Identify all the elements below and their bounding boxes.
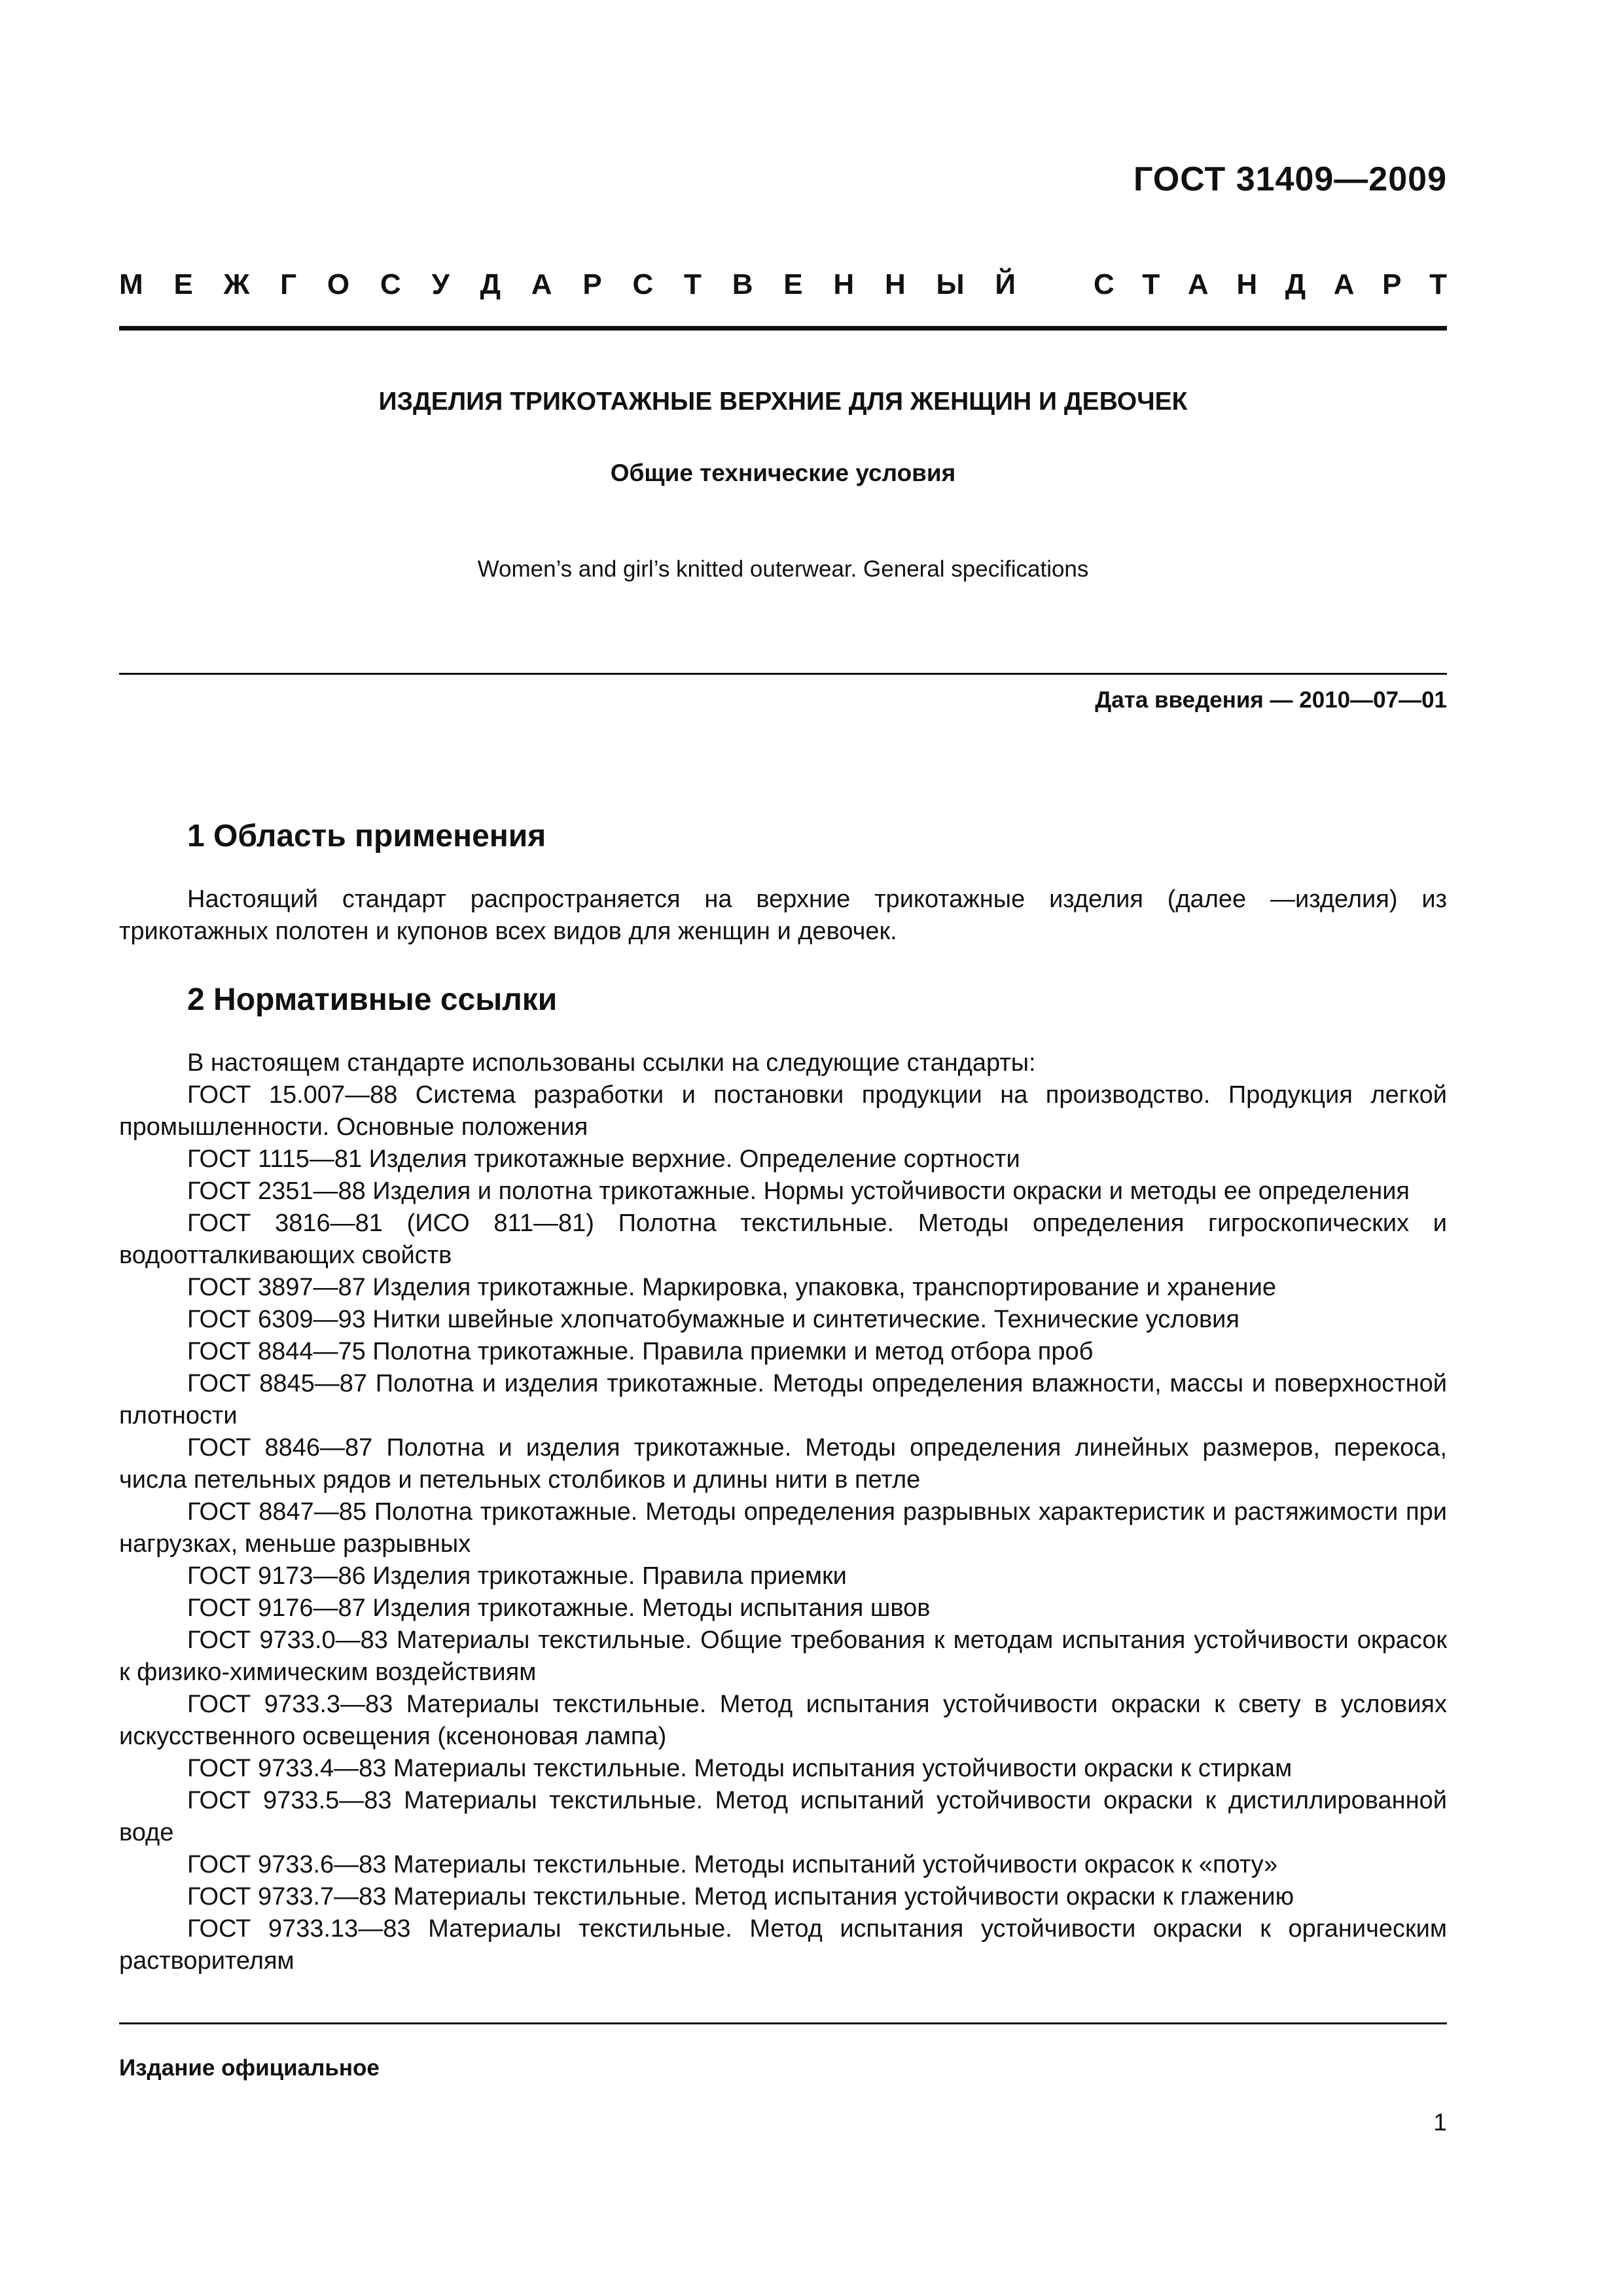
- banner-letter: А: [1333, 268, 1355, 300]
- reference-item: ГОСТ 2351—88 Изделия и полотна трикотажные. Нормы устойчивости окраски и методы ее определения: [187, 1177, 1410, 1205]
- reference-item: ГОСТ 9733.0—83 Материалы текстильные. Общие требования к методам испытания устойчивости окрасок к физико-химическим воздействиям: [119, 1626, 1447, 1686]
- document-title: ИЗДЕЛИЯ ТРИКОТАЖНЫЕ ВЕРХНИЕ ДЛЯ ЖЕНЩИН И ДЕВОЧЕК: [378, 387, 1188, 416]
- reference-item: ГОСТ 3816—81 (ИСО 811—81) Полотна текстильные. Методы определения гигроскопических и водоотталкивающих свойств: [119, 1210, 1447, 1269]
- reference-item: ГОСТ 9173—86 Изделия трикотажные. Правила приемки: [187, 1562, 847, 1590]
- banner-letter: Н: [884, 268, 906, 300]
- banner-letter: Ы: [936, 268, 965, 300]
- banner-letter: О: [327, 268, 350, 300]
- english-title: Women’s and girl’s knitted outerwear. General specifications: [477, 556, 1089, 582]
- banner-letter: Т: [1429, 268, 1447, 300]
- introduction-date: Дата введения — 2010—07—01: [1095, 687, 1447, 713]
- scope-paragraph: [119, 884, 1447, 948]
- title-rule: [119, 673, 1447, 675]
- banner-letter: А: [1187, 268, 1209, 300]
- header-rule: [119, 326, 1447, 331]
- banner-letter: А: [531, 268, 552, 300]
- reference-item: ГОСТ 8845—87 Полотна и изделия трикотажные. Методы определения влажности, массы и поверхностной плотности: [119, 1370, 1447, 1429]
- reference-item: ГОСТ 9733.13—83 Материалы текстильные. Метод испытания устойчивости окраски к органическим растворителям: [119, 1915, 1447, 1975]
- banner-letter: С: [380, 268, 401, 300]
- banner-letter: Т: [684, 268, 702, 300]
- banner-letter: М: [119, 268, 143, 300]
- interstate-word: [119, 268, 1016, 301]
- document-number: ГОСТ 31409—2009: [1133, 160, 1447, 198]
- banner-letter: Д: [480, 268, 501, 300]
- reference-item: ГОСТ 3897—87 Изделия трикотажные. Маркировка, упаковка, транспортирование и хранение: [187, 1274, 1277, 1301]
- document-subtitle: Общие технические условия: [610, 459, 956, 486]
- reference-item: ГОСТ 15.007—88 Система разработки и постановки продукции на производство. Продукция легкой промышленности. Основные положения: [119, 1081, 1447, 1141]
- section-heading-references: 2 Нормативные ссылки: [187, 982, 558, 1017]
- reference-item: ГОСТ 9733.3—83 Материалы текстильные. Метод испытания устойчивости окраски к свету в условиях искусственного освещения (ксеноновая лампа): [119, 1691, 1447, 1750]
- banner-letter: Н: [1236, 268, 1258, 300]
- reference-item: ГОСТ 9176—87 Изделия трикотажные. Методы испытания швов: [187, 1594, 931, 1622]
- footer-rule: [119, 2022, 1447, 2024]
- reference-item: ГОСТ 1115—81 Изделия трикотажные верхние. Определение сортности: [187, 1145, 1020, 1173]
- banner-letter: С: [632, 268, 654, 300]
- reference-item: ГОСТ 6309—93 Нитки швейные хлопчатобумажные и синтетические. Технические условия: [187, 1306, 1240, 1333]
- banner-letter: С: [1094, 268, 1115, 300]
- official-edition-label: Издание официальное: [119, 2055, 380, 2081]
- references-list: [119, 1047, 1447, 1977]
- banner-letter: У: [431, 268, 450, 300]
- banner-letter: Р: [582, 268, 602, 300]
- banner-letter: Ж: [223, 268, 250, 300]
- banner-letter: Н: [833, 268, 855, 300]
- banner-letter: Е: [173, 268, 193, 300]
- standard-word: [1094, 268, 1447, 301]
- banner-letter: Т: [1142, 268, 1160, 300]
- reference-item: ГОСТ 8846—87 Полотна и изделия трикотажные. Методы определения линейных размеров, перекоса, числа петельных рядов и петельных столбиков и длины нити в петле: [119, 1434, 1447, 1494]
- banner-letter: Е: [783, 268, 803, 300]
- banner-letter: Г: [280, 268, 297, 300]
- references-lead: В настоящем стандарте использованы ссылки на следующие стандарты:: [187, 1049, 1036, 1077]
- section-heading-scope: 1 Область применения: [187, 819, 546, 853]
- page-number: 1: [1433, 2109, 1447, 2136]
- interstate-standard-banner: [119, 268, 1447, 301]
- reference-item: ГОСТ 9733.5—83 Материалы текстильные. Метод испытаний устойчивости окраски к дистиллированной воде: [119, 1787, 1447, 1846]
- scope-text: Настоящий стандарт распространяется на верхние трикотажные изделия (далее —изделия) из трикотажных полотен и купонов всех видов для женщин и девочек.: [119, 886, 1447, 945]
- banner-letter: Й: [995, 268, 1016, 300]
- reference-item: ГОСТ 8844—75 Полотна трикотажные. Правила приемки и метод отбора проб: [187, 1338, 1094, 1365]
- reference-item: ГОСТ 9733.7—83 Материалы текстильные. Метод испытания устойчивости окраски к глажению: [187, 1883, 1294, 1910]
- reference-item: ГОСТ 9733.4—83 Материалы текстильные. Методы испытания устойчивости окраски к стиркам: [187, 1755, 1293, 1782]
- reference-item: ГОСТ 9733.6—83 Материалы текстильные. Методы испытаний устойчивости окрасок к «поту»: [187, 1851, 1278, 1878]
- banner-letter: Д: [1285, 268, 1306, 300]
- banner-letter: Р: [1382, 268, 1402, 300]
- reference-item: ГОСТ 8847—85 Полотна трикотажные. Методы определения разрывных характеристик и растяжимости при нагрузках, меньше разрывных: [119, 1498, 1447, 1558]
- banner-letter: В: [732, 268, 753, 300]
